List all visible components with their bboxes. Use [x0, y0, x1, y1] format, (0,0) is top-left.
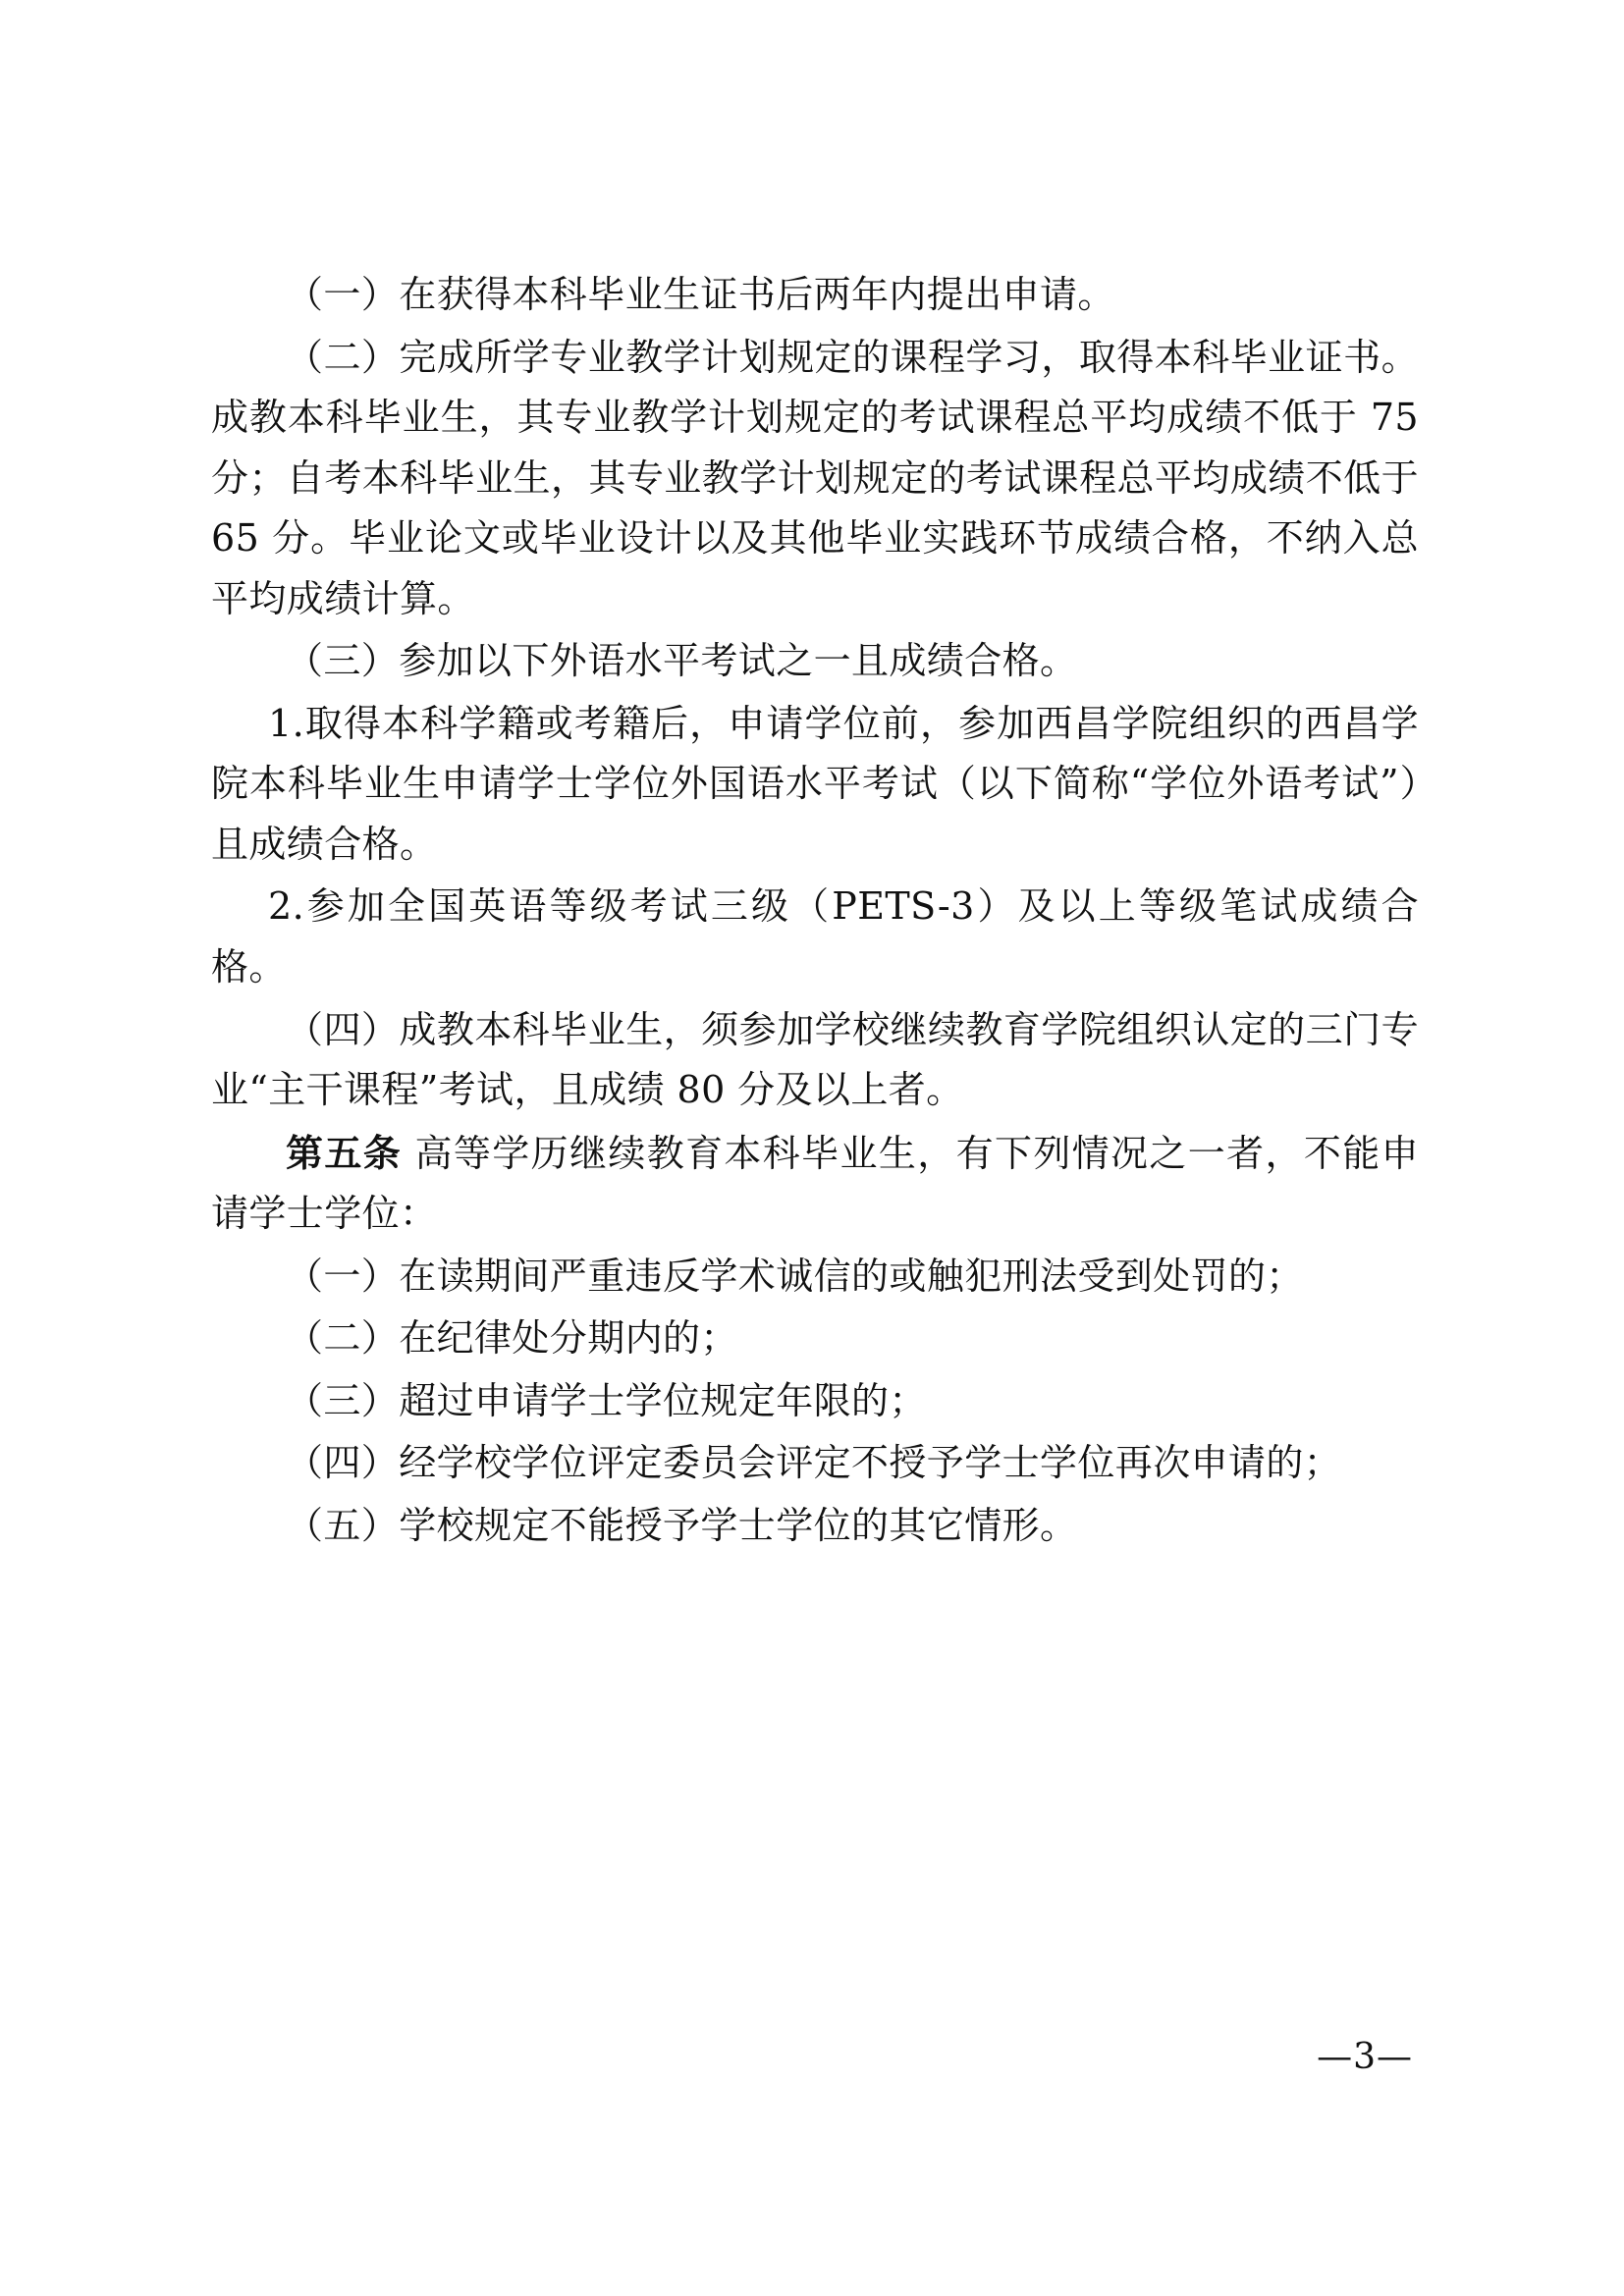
document-body: [211, 265, 1419, 1558]
paragraph-article-5-item-2: （二）在纪律处分期内的；: [286, 1316, 738, 1361]
paragraph-item-1: （一）在获得本科毕业生证书后两年内提出申请。: [286, 273, 1115, 316]
paragraph-article-5-item-5: （五）学校规定不能授予学士学位的其它情形。: [286, 1503, 1078, 1547]
paragraph-item-2: （二）完成所学专业教学计划规定的课程学习，取得本科毕业证书。成教本科毕业生，其专业教学计划规定的考试课程总平均成绩不低于 75 分；自考本科毕业生，其专业教学计划规定的考试课程总平均成绩不低于 65 分。毕业论文或毕业设计以及其他毕业实践环节成绩合格，不纳入总平均成绩计算。: [211, 335, 1419, 620]
paragraph-item-4: （四）成教本科毕业生，须参加学校继续教育学院组织认定的三门专业“主干课程”考试，且成绩 80 分及以上者。: [211, 1007, 1419, 1112]
paragraph-article-5-item-4: （四）经学校学位评定委员会评定不授予学士学位再次申请的；: [286, 1441, 1342, 1485]
paragraph-item-3-2: 2.参加全国英语等级考试三级（PETS-3）及以上等级笔试成绩合格。: [211, 884, 1419, 989]
paragraph-item-3: （三）参加以下外语水平考试之一且成绩合格。: [286, 639, 1078, 683]
paragraph-item-3-1: 1.取得本科学籍或考籍后，申请学位前，参加西昌学院组织的西昌学院本科毕业生申请学士学位外国语水平考试（以下简称“学位外语考试”）且成绩合格。: [211, 701, 1419, 866]
article-5-heading: 第五条: [286, 1130, 403, 1175]
paragraph-article-5-item-1: （一）在读期间严重违反学术诚信的或触犯刑法受到处罚的；: [286, 1254, 1304, 1298]
paragraph-article-5: [211, 1123, 1419, 1245]
page-number: —3—: [1317, 2037, 1413, 2077]
article-5-text: 高等学历继续教育本科毕业生，有下列情况之一者，不能申请学士学位：: [211, 1131, 1419, 1236]
paragraph-article-5-item-3: （三）超过申请学士学位规定年限的；: [286, 1378, 927, 1422]
